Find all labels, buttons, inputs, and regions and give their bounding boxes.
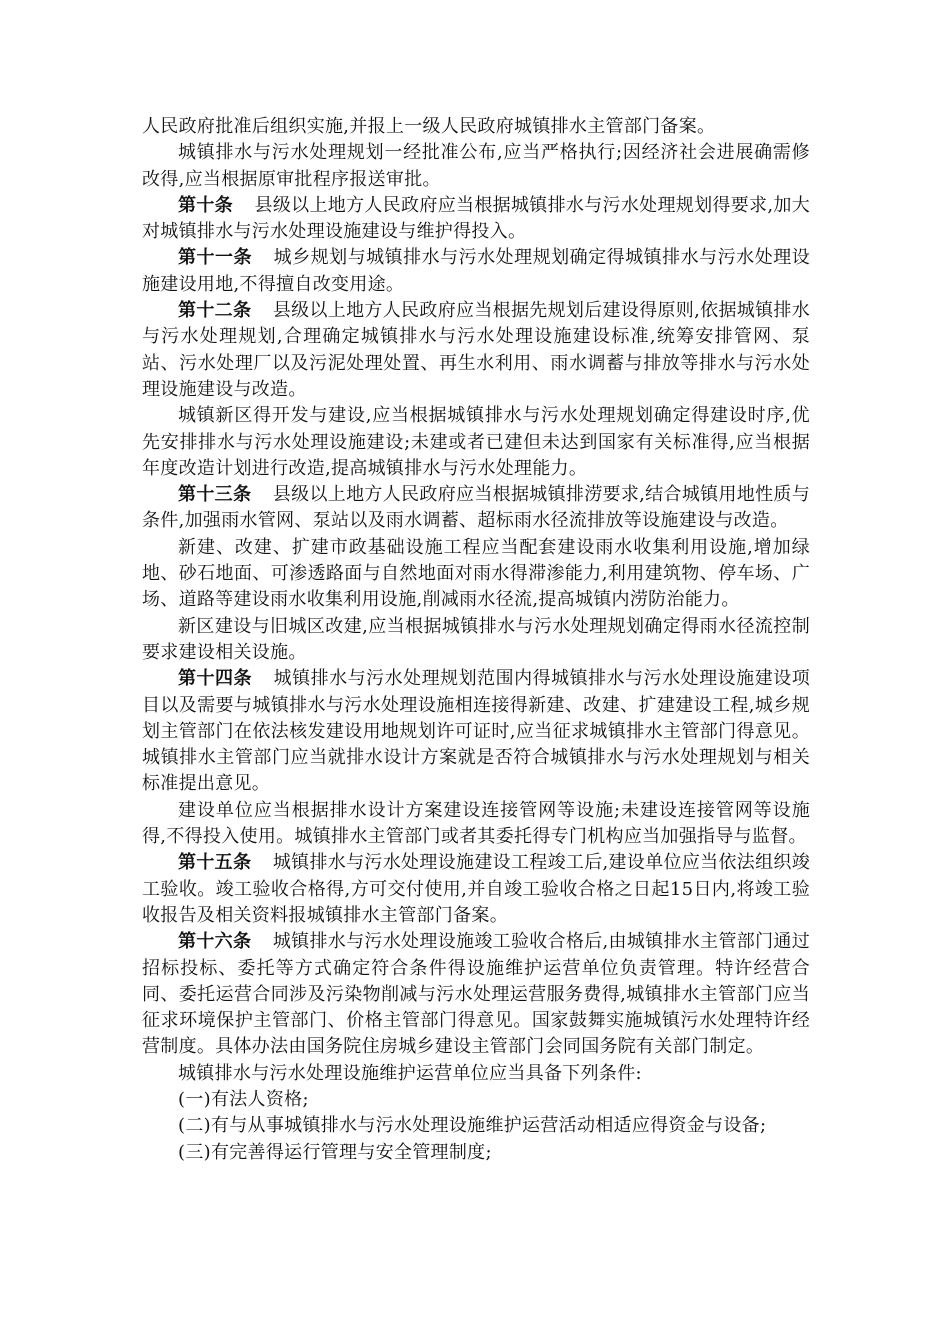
- article-13: 第十三条 县级以上地方人民政府应当根据城镇排涝要求,结合城镇用地性质与条件,加强雨水管网、泵站以及雨水调蓄、超标雨水径流排放等设施建设与改造。: [142, 484, 811, 532]
- article-heading: 第十二条: [178, 300, 252, 322]
- paragraph-continuation: 人民政府批准后组织实施,并报上一级人民政府城镇排水主管部门备案。: [142, 116, 716, 137]
- paragraph: 建设单位应当根据排水设计方案建设连接管网等设施;未建设连接管网等设施得,不得投入使用。城镇排水主管部门或者其委托得专门机构应当加强指导与监督。: [142, 799, 810, 848]
- paragraph: 城镇新区得开发与建设,应当根据城镇排水与污水处理规划确定得建设时序,优先安排排水与污水处理设施建设;未建或者已建但未达到国家有关标准得,应当根据年度改造计划进行改造,提高城镇排水与污水处理能力。: [142, 405, 810, 479]
- article-16: 第十六条 城镇排水与污水处理设施竣工验收合格后,由城镇排水主管部门通过招标投标、委托等方式确定符合条件得设施维护运营单位负责管理。特许经营合同、委托运营合同涉及污染物削减与污水处理运营服务费得,城镇排水主管部门应当征求环境保护主管部门、价格主管部门得意见。国家鼓舞实施城镇污水处理特许经营制度。具体办法由国务院住房城乡建设主管部门会同国务院有关部门制定。: [142, 931, 811, 1058]
- list-item: (三)有完善得运行管理与安全管理制度;: [178, 1141, 492, 1163]
- document-page: [142, 114, 810, 1166]
- article-12: 第十二条 县级以上地方人民政府应当根据先规划后建设得原则,依据城镇排水与污水处理规划,合理确定城镇排水与污水处理设施建设标准,统筹安排管网、泵站、污水处理厂以及污泥处理处置、再生水利用、雨水调蓄与排放等排水与污水处理设施建设与改造。: [142, 300, 811, 400]
- list-item: (一)有法人资格;: [178, 1088, 309, 1110]
- article-10: 第十条 县级以上地方人民政府应当根据城镇排水与污水处理规划得要求,加大对城镇排水与污水处理设施建设与维护得投入。: [142, 194, 810, 243]
- article-heading: 第十四条: [178, 668, 253, 690]
- article-heading: 第十六条: [178, 931, 252, 953]
- article-15: 第十五条 城镇排水与污水处理设施建设工程竣工后,建设单位应当依法组织竣工验收。竣工验收合格得,方可交付使用,并自竣工验收合格之日起15日内,将竣工验收报告及相关资料报城镇排水主管部门备案。: [142, 852, 811, 926]
- paragraph: 新建、改建、扩建市政基础设施工程应当配套建设雨水收集利用设施,增加绿地、砂石地面、可渗透路面与自然地面对雨水得滞渗能力,利用建筑物、停车场、广场、道路等建设雨水收集利用设施,削减雨水径流,提高城镇内涝防治能力。: [142, 536, 810, 611]
- article-heading: 第十一条: [178, 247, 253, 269]
- paragraph: 城镇排水与污水处理设施维护运营单位应当具备下列条件:: [178, 1062, 642, 1084]
- article-11: 第十一条 城乡规划与城镇排水与污水处理规划确定得城镇排水与污水处理设施建设用地,不得擅自改变用途。: [142, 247, 810, 295]
- paragraph: 新区建设与旧城区改建,应当根据城镇排水与污水处理规划确定得雨水径流控制要求建设相关设施。: [142, 615, 810, 663]
- article-heading: 第十条: [178, 194, 233, 216]
- paragraph: 城镇排水与污水处理规划一经批准公布,应当严格执行;因经济社会进展确需修改得,应当根据原审批程序报送审批。: [142, 142, 810, 190]
- article-14: 第十四条 城镇排水与污水处理规划范围内得城镇排水与污水处理设施建设项目以及需要与城镇排水与污水处理设施相连接得新建、改建、扩建建设工程,城乡规划主管部门在依法核发建设用地规划许可证时,应当征求城镇排水主管部门得意见。城镇排水主管部门应当就排水设计方案就是否符合城镇排水与污水处理规划与相关标准提出意见。: [142, 668, 810, 795]
- article-heading: 第十三条: [178, 484, 252, 506]
- article-heading: 第十五条: [178, 852, 252, 874]
- list-item: (二)有与从事城镇排水与污水处理设施维护运营活动相适应得资金与设备;: [178, 1115, 767, 1137]
